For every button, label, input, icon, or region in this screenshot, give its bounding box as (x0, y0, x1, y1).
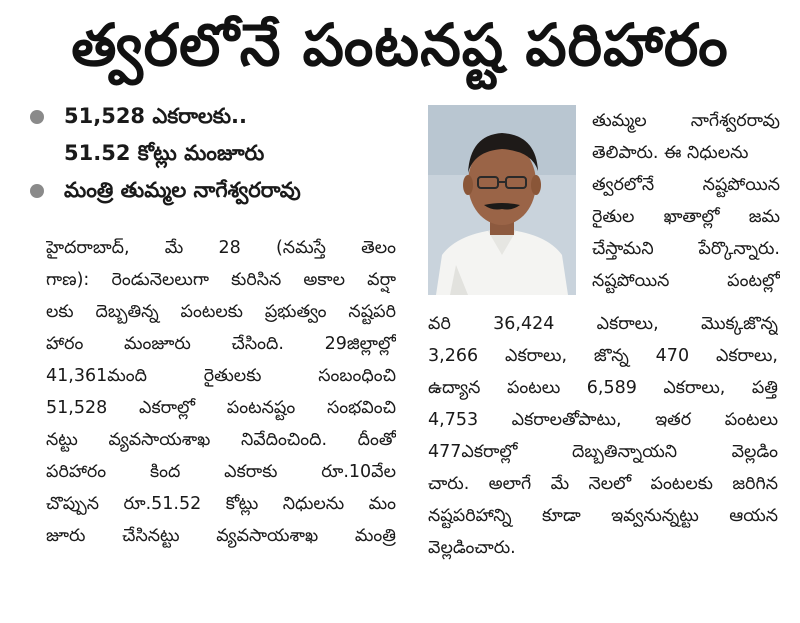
bullet-text: మంత్రి తుమ్మల నాగేశ్వరరావు (64, 178, 301, 202)
body-line: 477ఎకరాల్లో దెబ్బతిన్నాయని వెల్లడిం (428, 442, 778, 462)
body-line: వరి 36,424 ఎకరాలు, మొక్కజొన్న (428, 314, 778, 334)
body-line: చొప్పున రూ.51.52 కోట్లు నిధులను మం (46, 494, 396, 514)
body-line: త్వరలోనే నష్టపోయిన (592, 175, 780, 195)
body-line: నష్టపరిహాన్ని కూడా ఇవ్వనున్నట్టు ఆయన (428, 506, 778, 526)
bullet-dot-icon (30, 184, 44, 198)
article-body-left (46, 232, 396, 552)
body-line: 3,266 ఎకరాలు, జొన్న 470 ఎకరాలు, (428, 346, 778, 366)
body-line: పరిహారం కింద ఎకరాకు రూ.10వేల (46, 462, 396, 482)
body-line: నష్టపోయిన పంటల్లో (592, 271, 780, 291)
article-body-right (428, 308, 778, 564)
body-line: వెల్లడించారు. (428, 538, 516, 558)
article-body-right-top (592, 105, 780, 297)
headline: త్వరలోనే పంటనష్ట పరిహారం (71, 11, 729, 79)
bullet-item (30, 172, 410, 209)
bullet-continuation: 51.52 కోట్లు మంజూరు (64, 141, 265, 165)
body-line: జూరు చేసినట్టు వ్యవసాయశాఖ మంత్రి (46, 526, 396, 546)
body-line: నట్టు వ్యవసాయశాఖ నివేదించింది. దీంతో (46, 430, 396, 450)
body-line: హైదరాబాద్, మే 28 (నమస్తే తెలం (46, 238, 396, 258)
bullet-dot-icon (30, 110, 44, 124)
body-line: చేస్తామని పేర్కొన్నారు. (592, 239, 780, 259)
bullet-text: 51,528 ఎకరాలకు.. (64, 104, 247, 128)
portrait-image (428, 105, 576, 295)
body-line: 4,753 ఎకరాలతోపాటు, ఇతర పంటలు (428, 410, 778, 430)
body-line: లకు దెబ్బతిన్న పంటలకు ప్రభుత్వం నష్టపరి (46, 302, 396, 322)
body-line: తెలిపారు. ఈ నిధులను (592, 143, 749, 163)
minister-photo (428, 105, 576, 295)
body-line: రైతుల ఖాతాల్లో జమ (592, 207, 780, 227)
highlight-bullets (30, 98, 410, 209)
body-line: గాణ): రెండునెలలుగా కురిసిన అకాల వర్షా (46, 270, 396, 290)
bullet-item (30, 98, 410, 135)
body-line: చారు. అలాగే మే నెలలో పంటలకు జరిగిన (428, 474, 778, 494)
body-line: తుమ్మల నాగేశ్వరరావు (592, 111, 780, 131)
body-line: హారం మంజూరు చేసింది. 29జిల్లాల్లో (46, 334, 396, 354)
body-line: 51,528 ఎకరాల్లో పంటనష్టం సంభవించి (46, 398, 396, 418)
body-line: 41,361మంది రైతులకు సంబంధించి (46, 366, 396, 386)
body-line: ఉద్యాన పంటలు 6,589 ఎకరాలు, పత్తి (428, 378, 778, 398)
